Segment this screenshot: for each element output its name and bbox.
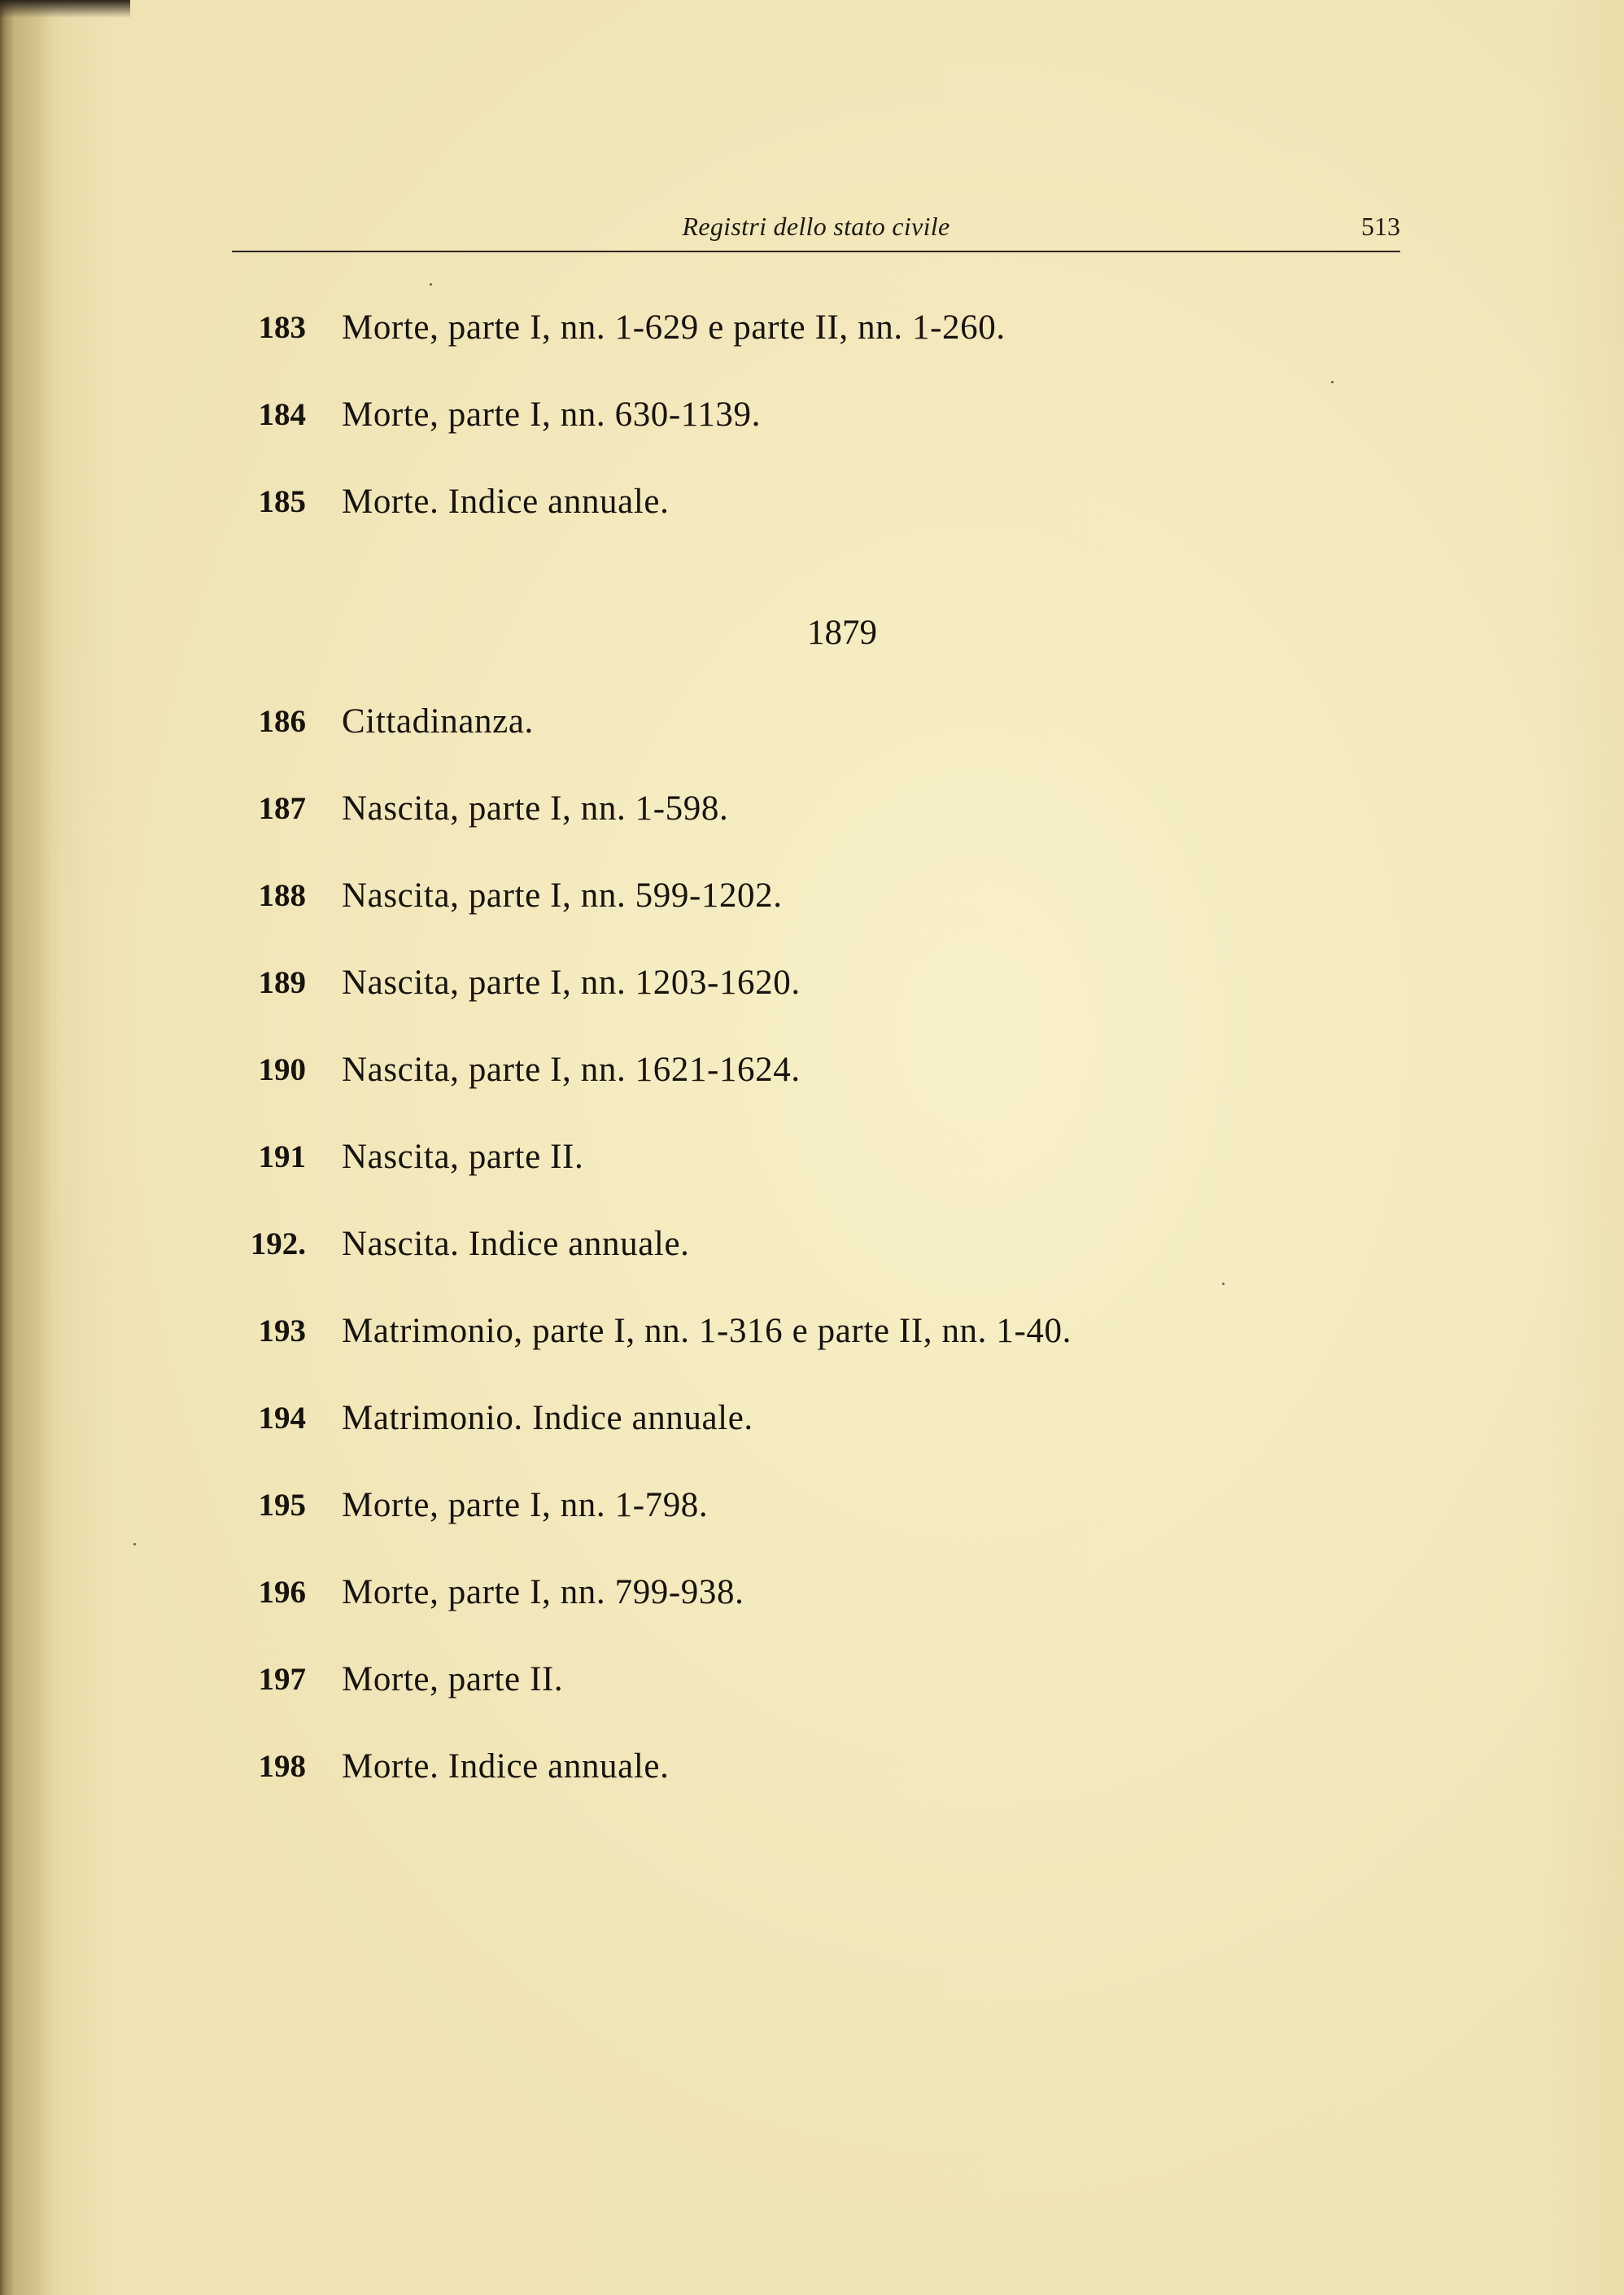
entry-description: Nascita, parte I, nn. 1621-1624. [342, 1051, 801, 1089]
entry-188 [220, 873, 1440, 922]
entry-194 [220, 1396, 1440, 1445]
entry-184 [220, 392, 1440, 441]
entry-189 [220, 960, 1440, 1009]
entry-192 [220, 1222, 1440, 1270]
entry-number: 197 [258, 1662, 306, 1697]
entry-186 [220, 699, 1440, 748]
entry-193 [220, 1309, 1440, 1357]
entry-description: Nascita, parte I, nn. 1-598. [342, 789, 729, 828]
entry-description: Nascita, parte I, nn. 1203-1620. [342, 964, 801, 1002]
entry-196 [220, 1570, 1440, 1619]
entry-description: Morte, parte I, nn. 1-629 e parte II, nn. 1-260. [342, 308, 1006, 347]
entry-number: 190 [258, 1052, 306, 1087]
entry-number: 188 [258, 878, 306, 913]
entry-number: 195 [258, 1488, 306, 1523]
entry-description: Nascita. Indice annuale. [342, 1225, 690, 1263]
entry-description: Matrimonio, parte I, nn. 1-316 e parte II, nn. 1-40. [342, 1312, 1072, 1350]
entry-185 [220, 479, 1440, 528]
entry-198 [220, 1744, 1440, 1793]
running-title: Registri dello stato civile [682, 212, 950, 241]
paper-speck [430, 283, 432, 286]
entry-197 [220, 1657, 1440, 1706]
entry-191 [220, 1134, 1440, 1183]
entry-187 [220, 786, 1440, 835]
year-heading: 1879 [807, 614, 877, 652]
entry-description: Morte, parte I, nn. 799-938. [342, 1573, 744, 1611]
entry-number: 193 [258, 1314, 306, 1349]
entry-183 [220, 305, 1440, 354]
entry-description: Nascita, parte II. [342, 1138, 584, 1176]
entry-number: 184 [258, 397, 306, 432]
paper-speck [1331, 381, 1334, 383]
entry-description: Nascita, parte I, nn. 599-1202. [342, 876, 783, 915]
entry-description: Morte. Indice annuale. [342, 483, 670, 521]
entry-number: 194 [258, 1401, 306, 1436]
entry-number: 189 [258, 965, 306, 1000]
entry-190 [220, 1047, 1440, 1096]
entry-number: 186 [258, 704, 306, 739]
entry-number: 192. [250, 1226, 306, 1261]
entry-description: Morte. Indice annuale. [342, 1747, 670, 1786]
entry-description: Morte, parte II. [342, 1660, 564, 1698]
entry-number: 187 [258, 791, 306, 826]
page-number: 513 [1361, 212, 1400, 241]
entry-description: Matrimonio. Indice annuale. [342, 1399, 753, 1437]
entry-195 [220, 1483, 1440, 1532]
entry-number: 196 [258, 1575, 306, 1610]
entry-description: Cittadinanza. [342, 702, 534, 741]
entry-description: Morte, parte I, nn. 630-1139. [342, 396, 761, 434]
entry-description: Morte, parte I, nn. 1-798. [342, 1486, 709, 1524]
entry-number: 183 [258, 310, 306, 345]
paper-speck [133, 1543, 136, 1545]
paper-speck [1222, 1283, 1225, 1285]
entry-number: 191 [258, 1139, 306, 1174]
entry-number: 185 [258, 484, 306, 519]
entry-number: 198 [258, 1749, 306, 1784]
